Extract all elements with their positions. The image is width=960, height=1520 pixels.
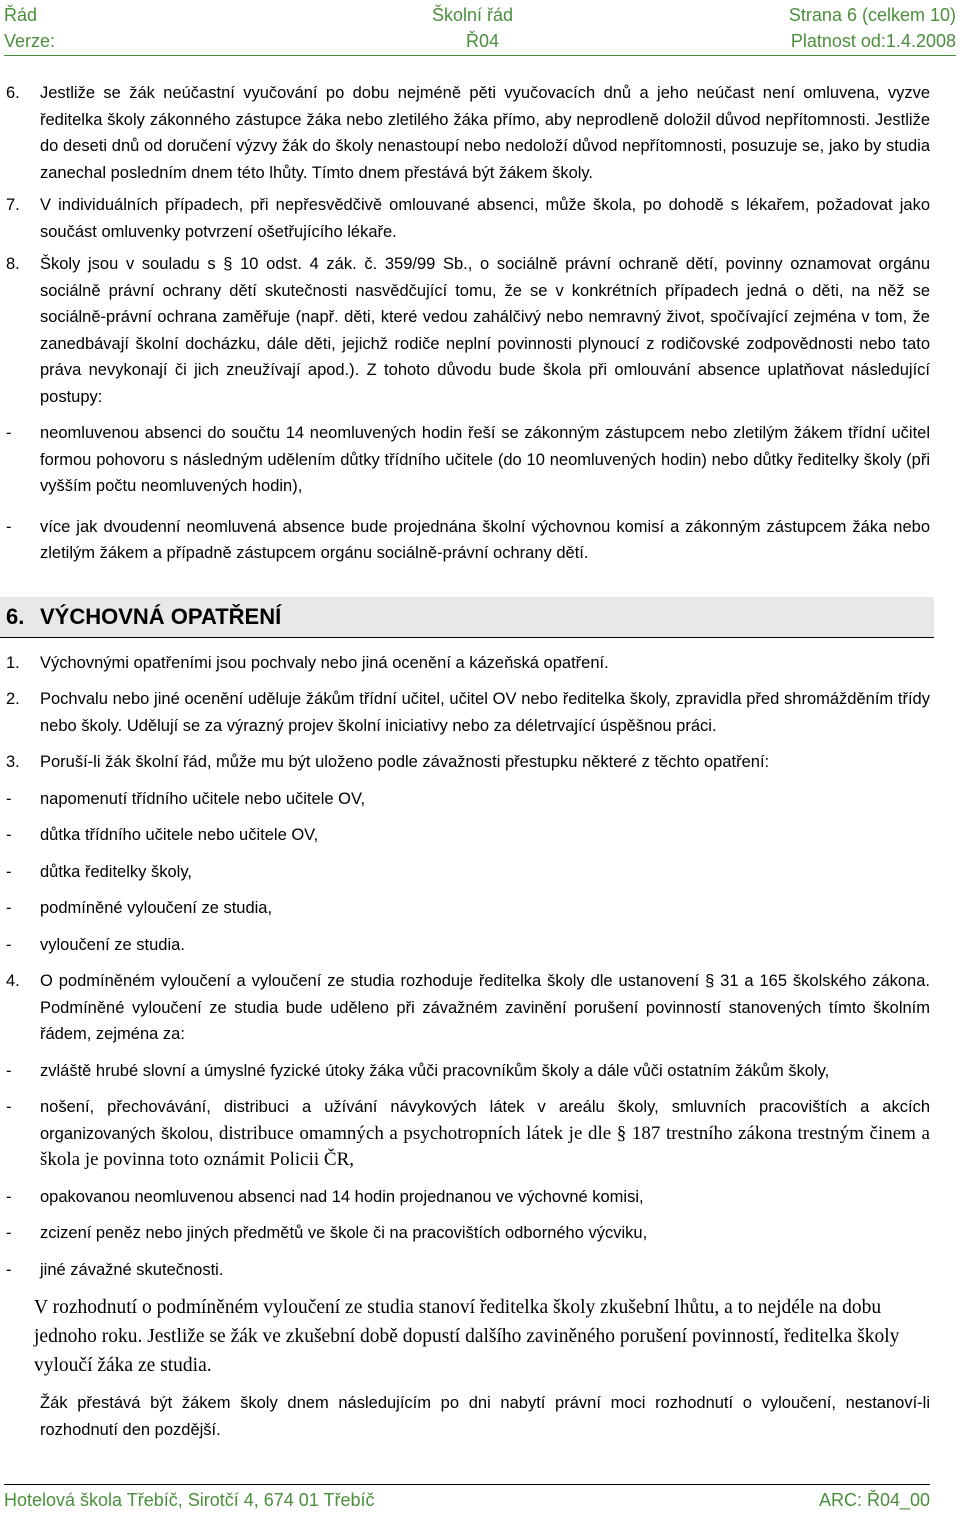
item-number: 7. bbox=[6, 196, 20, 214]
dash-bullet: - bbox=[6, 899, 12, 917]
footer-archive-code: ARC: Ř04_00 bbox=[818, 1490, 930, 1510]
item-number: 6. bbox=[6, 84, 20, 102]
item-number: 4. bbox=[6, 972, 20, 990]
item-text: podmíněné vyloučení ze studia, bbox=[40, 899, 273, 917]
section-title: VÝCHOVNÁ OPATŘENÍ bbox=[40, 603, 282, 629]
violation-item bbox=[6, 1257, 930, 1284]
header-doc-type: Řád bbox=[4, 5, 38, 25]
item-number: 2. bbox=[6, 690, 20, 708]
document-body bbox=[6, 80, 930, 1443]
dash-bullet: - bbox=[6, 1260, 12, 1279]
item-text: důtka třídního učitele nebo učitele OV, bbox=[40, 826, 319, 844]
list-item bbox=[6, 749, 930, 776]
dash-item bbox=[6, 514, 930, 567]
final-paragraph: Žák přestává být žákem školy dnem následujícím po dni nabytí právní moci rozhodnutí o vyloučení, nestanoví-li rozhodnutí den pozdější. bbox=[40, 1394, 930, 1439]
violation-item bbox=[6, 1184, 930, 1211]
item-text: jiné závažné skutečnosti. bbox=[40, 1260, 224, 1279]
dash-bullet: - bbox=[6, 935, 12, 954]
section-number: 6. bbox=[6, 603, 25, 629]
item-text: nošení, přechovávání, distribuci a užívání návykových látek v areálu školy, smluvních pracovištích a akcích organizovaných školou, bbox=[40, 1098, 930, 1143]
item-text: Školy jsou v souladu s § 10 odst. 4 zák. č. 359/99 Sb., o sociálně právní ochraně dětí, povinny oznamovat orgánu sociálně právní ochrany dětí skutečnosti nasvědčující tomu, že se v konkrétních případech jedná o děti, na něž se sociálně-právní ochrana zaměřuje (např. děti, které vedou zahálčivý nebo nemravný život, spočívající zejména v tom, že zanedbávají školní docházku, dále děti, jejichž rodiče neplní povinnosti plynoucí z rodičovské zodpovědnosti nebo tato práva nevykonají či jich zneužívají apod.). Z tohoto důvodu bude škola při omlouvání absence uplatňovat následující postupy: bbox=[40, 255, 930, 406]
item-text: Jestliže se žák neúčastní vyučování po dobu nejméně pěti vyučovacích dnů a jeho neúčast není omluvena, vyzve ředitelka školy zákonného zástupce žáka nebo zletilého žáka přímo, aby neprodleně doložil důvod nepřítomnosti. Jestliže do deseti dnů od doručení výzvy žák do školy nenastoupí nebo nedoloží důvod nepřítomnosti, posuzuje se, jako by studia zanechal posledním dnem této lhůty. Tímto dnem přestává být žákem školy. bbox=[40, 84, 930, 182]
probation-paragraph: V rozhodnutí o podmíněném vyloučení ze studia stanoví ředitelka školy zkušební lhůtu, a to nejdéle na dobu jednoho roku. Jestliže se žák ve zkušební době dopustí dalšího zaviněného porušení povinností, ředitelka školy vyloučí žáka ze studia. bbox=[34, 1297, 900, 1376]
dash-item bbox=[6, 420, 930, 500]
dash-bullet: - bbox=[6, 826, 12, 844]
footer-divider bbox=[4, 1484, 930, 1485]
item-text: neomluvenou absenci do součtu 14 neomluvených hodin řeší se zákonným zástupcem nebo zletilým žákem třídní učitel formou pohovoru s následným udělením důtky třídního učitele (do 10 neomluvených hodin) nebo důtky ředitelky školy (při vyšším počtu neomluvených hodin), bbox=[40, 424, 930, 495]
dash-bullet: - bbox=[6, 1061, 12, 1080]
item-text: zcizení peněz nebo jiných předmětů ve škole či na pracovištích odborného výcviku, bbox=[40, 1224, 648, 1242]
list-item bbox=[6, 968, 930, 1048]
item-text: V individuálních případech, při nepřesvědčivě omlouvané absenci, může škola, po dohodě s lékařem, požadovat jako součást omluvenky potvrzení ošetřujícího lékaře. bbox=[40, 196, 930, 241]
list-item bbox=[6, 192, 930, 245]
item-text: napomenutí třídního učitele nebo učitele OV, bbox=[40, 789, 366, 808]
item-text: zvláště hrubé slovní a úmyslné fyzické útoky žáka vůči pracovníkům školy a dále vůči ostatním žákům školy, bbox=[40, 1061, 830, 1080]
dash-bullet: - bbox=[6, 862, 12, 881]
item-text: Pochvalu nebo jiné ocenění uděluje žákům třídní učitel, učitel OV nebo ředitelka školy, zpravidla před shromážděním třídy nebo školy. Udělují se za výrazný projev školní iniciativy nebo za déletrvající úspěšnou práci. bbox=[40, 690, 930, 735]
item-text: Poruší-li žák školní řád, může mu být uloženo podle závažnosti přestupku některé z těchto opatření: bbox=[40, 753, 770, 771]
violation-item bbox=[6, 1094, 930, 1174]
item-text: důtka ředitelky školy, bbox=[40, 862, 192, 881]
dash-bullet: - bbox=[6, 1224, 12, 1242]
header-valid-from: Platnost od:1.4.2008 bbox=[790, 31, 956, 51]
header-doc-title: Školní řád bbox=[432, 5, 514, 25]
violation-item bbox=[6, 1058, 930, 1085]
item-text: Výchovnými opatřeními jsou pochvaly nebo jiná ocenění a kázeňská opatření. bbox=[40, 653, 609, 672]
measure-item bbox=[6, 822, 930, 849]
measure-item bbox=[6, 895, 930, 922]
list-item bbox=[6, 650, 930, 677]
item-number: 8. bbox=[6, 255, 20, 273]
item-text: více jak dvoudenní neomluvená absence bude projednána školní výchovnou komisí a zákonným zástupcem žáka nebo zletilým žákem a případně zástupcem orgánu sociálně-právní ochrany dětí. bbox=[40, 517, 930, 562]
header-version-code: Ř04 bbox=[466, 31, 500, 51]
item-text: vyloučení ze studia. bbox=[40, 935, 185, 954]
violation-item bbox=[6, 1220, 930, 1247]
section-heading bbox=[0, 597, 934, 638]
item-number: 1. bbox=[6, 653, 20, 672]
item-text: O podmíněném vyloučení a vyloučení ze studia rozhoduje ředitelka školy dle ustanovení § 31 a 165 školského zákona. Podmíněné vyloučení ze studia bude uděleno při závažném zavinění porušení povinností stanovených tímto školním řádem, zejména za: bbox=[40, 972, 930, 1043]
item-number: 3. bbox=[6, 753, 20, 771]
page-header bbox=[4, 2, 956, 54]
dash-bullet: - bbox=[6, 789, 12, 808]
dash-bullet: - bbox=[6, 517, 12, 536]
dash-bullet: - bbox=[6, 424, 12, 442]
measure-item bbox=[6, 859, 930, 886]
header-page-count: Strana 6 (celkem 10) bbox=[788, 5, 956, 25]
list-item bbox=[6, 80, 930, 186]
measure-item bbox=[6, 932, 930, 959]
header-row-2 bbox=[4, 28, 956, 54]
list-item bbox=[6, 251, 930, 410]
item-text-serif: distribuce omamných a psychotropních látek je dle § 187 trestního zákona trestným činem a škola je povinna toto oznámit Policii ČR, bbox=[40, 1122, 930, 1170]
header-version-label: Verze: bbox=[4, 31, 56, 51]
header-row-1 bbox=[4, 2, 956, 28]
list-item bbox=[6, 686, 930, 739]
measure-item bbox=[6, 786, 930, 813]
footer-school-address: Hotelová škola Třebíč, Sirotčí 4, 674 01 Třebíč bbox=[4, 1490, 375, 1510]
dash-bullet: - bbox=[6, 1098, 12, 1116]
dash-bullet: - bbox=[6, 1187, 12, 1206]
item-text: opakovanou neomluvenou absenci nad 14 hodin projednanou ve výchovné komisi, bbox=[40, 1187, 644, 1206]
header-divider bbox=[4, 55, 956, 56]
